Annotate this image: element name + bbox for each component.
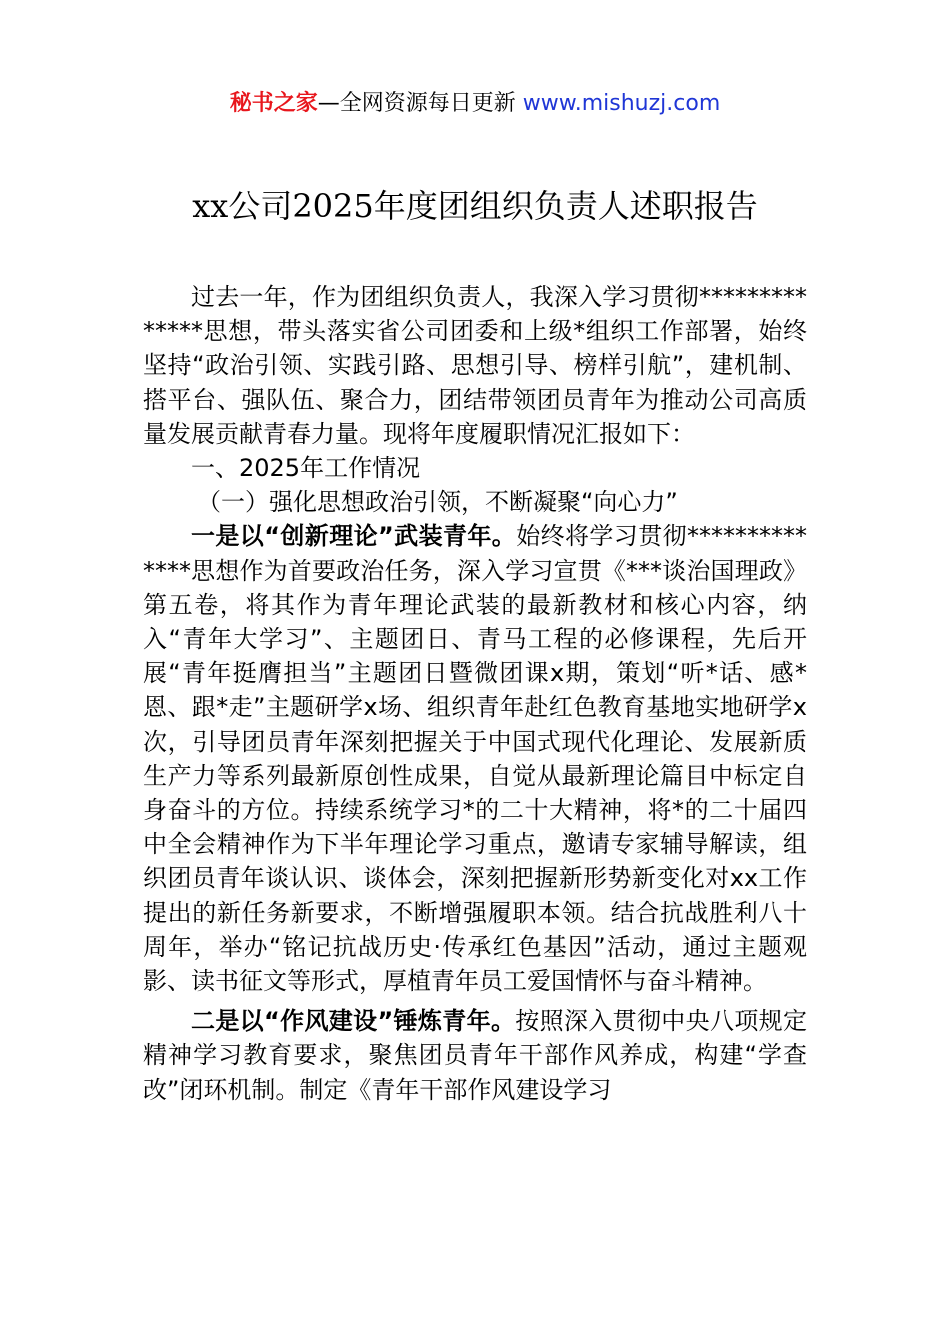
intro-paragraph: 过去一年，作为团组织负责人，我深入学习贯彻**************思想，带头落实省公司团委和上级*组织工作部署，始终坚持“政治引领、实践引路、思想引导、榜样引航”，建机制、搭平台、强队伍、聚合力，团结带领团员青年为推动公司高质量发展贡献青春力量。现将年度履职情况汇报如下：: [143, 283, 807, 448]
paragraph-2-text: 按照深入贯彻中央八项规定精神学习教育要求，聚焦团员青年干部作风养成，构建“学查改”闭环机制。制定《青年干部作风建设学习: [143, 1007, 807, 1104]
subsection-heading: （一）强化思想政治引领，不断凝聚“向心力”: [197, 488, 678, 517]
brand-name: 秘书之家: [229, 91, 318, 116]
site-header: [0, 86, 950, 122]
document-title: xx公司2025年度团组织负责人述职报告: [192, 187, 758, 225]
paragraph-1: [143, 519, 807, 998]
site-url-link[interactable]: www.mishuzj.com: [522, 91, 721, 116]
paragraph-2: [143, 1004, 807, 1107]
paragraph-2-lead: 二是以“作风建设”锤炼青年。: [191, 1007, 516, 1036]
document-body: [143, 280, 807, 1107]
paragraph-1-text: 始终将学习贯彻**************思想作为首要政治任务，深入学习宣贯《***谈治国理政》第五卷，将其作为青年理论武装的最新教材和核心内容，纳入“青年大学习”、主题团日、青马工程的必修课程，先后开展“青年挺膺担当”主题团日暨微团课x期，策划“听*话、感*恩、跟*走”主题研学x场、组织青年赴红色教育基地实地研学x次，引导团员青年深刻把握关于中国式现代化理论、发展新质生产力等系列最新原创性成果，自觉从最新理论篇目中标定自身奋斗的方位。持续系统学习*的二十大精神，将*的二十届四中全会精神作为下半年理论学习重点，邀请专家辅导解读，组织团员青年谈认识、谈体会，深刻把握新形势新变化对xx工作提出的新任务新要求，不断增强履职本领。结合抗战胜利八十周年，举办“铭记抗战历史·传承红色基因”活动，通过主题观影、读书征文等形式，厚植青年员工爱国情怀与奋斗精神。: [143, 522, 808, 996]
header-tagline: —全网资源每日更新: [317, 91, 523, 116]
section-heading: 一、2025年工作情况: [191, 454, 421, 483]
paragraph-1-lead: 一是以“创新理论”武装青年。: [191, 522, 517, 551]
